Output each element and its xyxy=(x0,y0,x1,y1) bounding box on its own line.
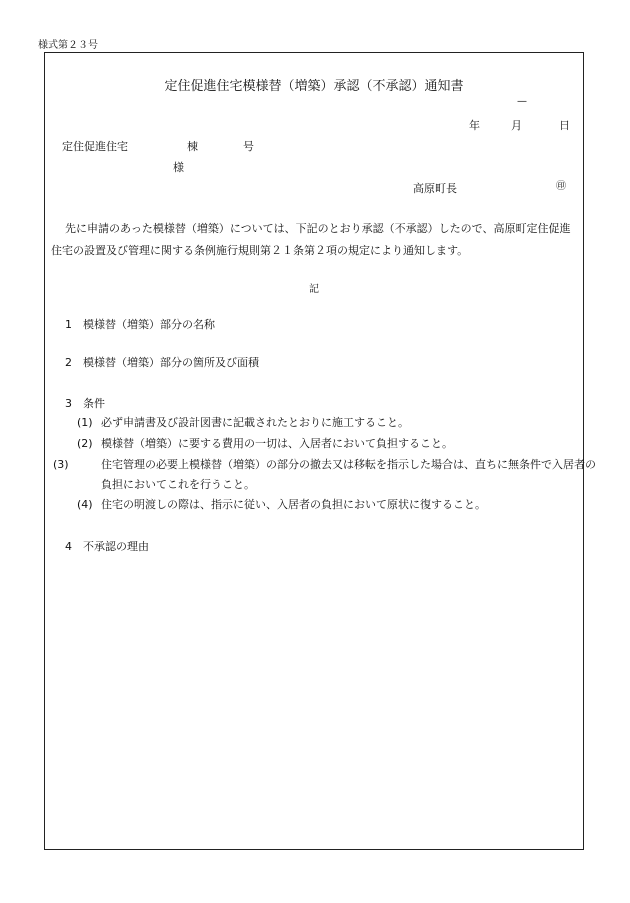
condition-text: 必ず申請書及び設計図書に記載されたとおりに施工すること。 xyxy=(101,416,409,429)
addressee-building-label: 棟 xyxy=(187,140,198,153)
form-number-label: 様式第２３号 xyxy=(38,40,98,51)
sender-name: 高原町長 xyxy=(413,182,457,195)
item-conditions: 3 条件 xyxy=(65,397,105,410)
document-frame xyxy=(44,52,596,850)
condition-number: (1) xyxy=(77,416,93,429)
condition-item xyxy=(77,413,577,433)
date-day-label: 日 xyxy=(559,119,570,132)
document-title: 定住促進住宅模様替（増築）承認（不承認）通知書 xyxy=(164,79,464,94)
condition-number: (2) xyxy=(77,437,93,450)
condition-number: (3) xyxy=(53,458,69,471)
addressee-housing-label: 定住促進住宅 xyxy=(62,140,128,153)
condition-text: 模様替（増築）に要する費用の一切は、入居者において負担すること。 xyxy=(101,437,453,450)
addressee-honorific: 様 xyxy=(173,161,184,174)
condition-text: 住宅の明渡しの際は、指示に従い、入居者の負担において原状に復すること。 xyxy=(101,498,486,511)
ki-heading: 記 xyxy=(309,284,319,295)
item-disapproval-reason: 4 不承認の理由 xyxy=(65,540,149,553)
condition-text: 住宅管理の必要上模様替（増築）の部分の撤去又は移転を指示した場合は、直ちに無条件で入居者の負担においてこれを行うこと。 xyxy=(101,458,596,491)
condition-number: (4) xyxy=(77,498,93,511)
condition-item xyxy=(53,455,601,495)
date-year-label: 年 xyxy=(469,119,480,132)
date-month-label: 月 xyxy=(511,119,522,132)
condition-item xyxy=(77,495,577,515)
date-dash: — xyxy=(517,96,527,107)
condition-item xyxy=(77,434,577,454)
notice-body-text: 先に申請のあった模様替（増築）については、下記のとおり承認（不承認）したので、高原町定住促進住宅の設置及び管理に関する条例施行規則第２１条第２項の規定により通知します。 xyxy=(51,222,571,257)
addressee-number-label: 号 xyxy=(243,140,254,153)
seal-mark: ㊞ xyxy=(556,181,566,192)
item-part-name: 1 模様替（増築）部分の名称 xyxy=(65,318,215,331)
item-location-area: 2 模様替（増築）部分の箇所及び面積 xyxy=(65,356,259,369)
